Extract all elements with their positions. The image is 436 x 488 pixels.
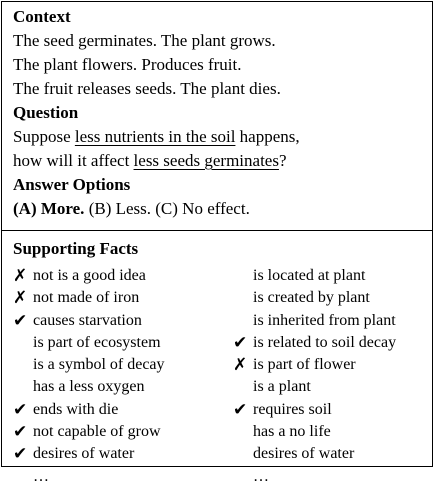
fact-item [233, 376, 396, 398]
fact-item [233, 354, 396, 376]
effect-text: less seeds germinates [133, 151, 279, 170]
fact-text: is inherited from plant [253, 311, 396, 329]
question-heading: Question [13, 103, 79, 122]
fact-item [13, 466, 165, 488]
answer-options-line [13, 197, 432, 221]
facts-column-right [233, 265, 396, 488]
cross-icon: ✗ [13, 288, 28, 309]
fact-text: ends with die [33, 400, 119, 418]
fact-item [13, 399, 165, 421]
other-answers: (B) Less. (C) No effect. [84, 199, 250, 218]
question-prefix-1: Suppose [13, 127, 75, 146]
fact-text: not is a good idea [33, 267, 146, 284]
question-suffix-2: ? [278, 151, 287, 170]
fact-item [233, 265, 396, 287]
fact-item [13, 376, 165, 398]
check-icon: ✔ [13, 310, 28, 331]
fact-text: is a plant [253, 378, 311, 396]
question-line-2 [13, 149, 432, 173]
fact-text: … [33, 467, 49, 485]
check-icon: ✔ [233, 332, 248, 353]
fact-item [13, 443, 165, 465]
question-prefix-2: how will it affect [13, 151, 134, 170]
supporting-facts-heading: Supporting Facts [13, 239, 139, 258]
fact-text: is part of flower [253, 356, 356, 374]
fact-item [13, 287, 165, 309]
fact-text: is part of ecosystem [33, 333, 161, 351]
check-icon: ✔ [233, 399, 248, 420]
facts-column-left [13, 265, 165, 488]
figure-frame [1, 1, 433, 485]
perturbation-text: less nutrients in the soil [74, 127, 236, 146]
check-icon: ✔ [13, 444, 28, 465]
fact-text: not made of iron [33, 289, 140, 307]
fact-item [233, 287, 396, 309]
fact-text: is created by plant [253, 289, 370, 307]
fact-text: is related to soil decay [253, 333, 397, 351]
fact-item [13, 265, 165, 287]
cross-icon: ✗ [233, 355, 248, 376]
question-line-1 [13, 125, 432, 149]
fact-item [233, 466, 396, 488]
fact-text: has a less oxygen [33, 378, 145, 396]
facts-grid [13, 265, 433, 485]
fact-text: … [253, 467, 269, 485]
supporting-facts-panel [2, 231, 432, 485]
fact-text: causes starvation [33, 311, 142, 329]
check-icon: ✔ [13, 422, 28, 443]
fact-item [233, 399, 396, 421]
fact-text: is located at plant [253, 267, 366, 284]
selected-answer: (A) More. [13, 199, 85, 218]
context-heading: Context [13, 7, 71, 26]
fact-text: desires of water [253, 445, 355, 463]
fact-item [13, 332, 165, 354]
fact-text: is a symbol of decay [33, 356, 165, 374]
fact-item [233, 421, 396, 443]
fact-item [13, 354, 165, 376]
fact-text: has a no life [253, 423, 331, 441]
fact-item [233, 443, 396, 465]
check-icon: ✔ [13, 399, 28, 420]
fact-text: desires of water [33, 445, 135, 463]
context-line-2: The plant flowers. Produces fruit. [13, 55, 242, 74]
context-line-3: The fruit releases seeds. The plant dies. [13, 79, 281, 98]
context-line-1: The seed germinates. The plant grows. [13, 31, 276, 50]
fact-item [233, 332, 396, 354]
answer-options-heading: Answer Options [13, 175, 131, 194]
fact-text: requires soil [253, 400, 332, 418]
cross-icon: ✗ [13, 266, 28, 286]
question-panel [2, 2, 432, 231]
fact-item [233, 310, 396, 332]
fact-item [13, 310, 165, 332]
question-suffix-1: happens, [235, 127, 300, 146]
fact-text: not capable of grow [33, 423, 161, 441]
fact-item [13, 421, 165, 443]
